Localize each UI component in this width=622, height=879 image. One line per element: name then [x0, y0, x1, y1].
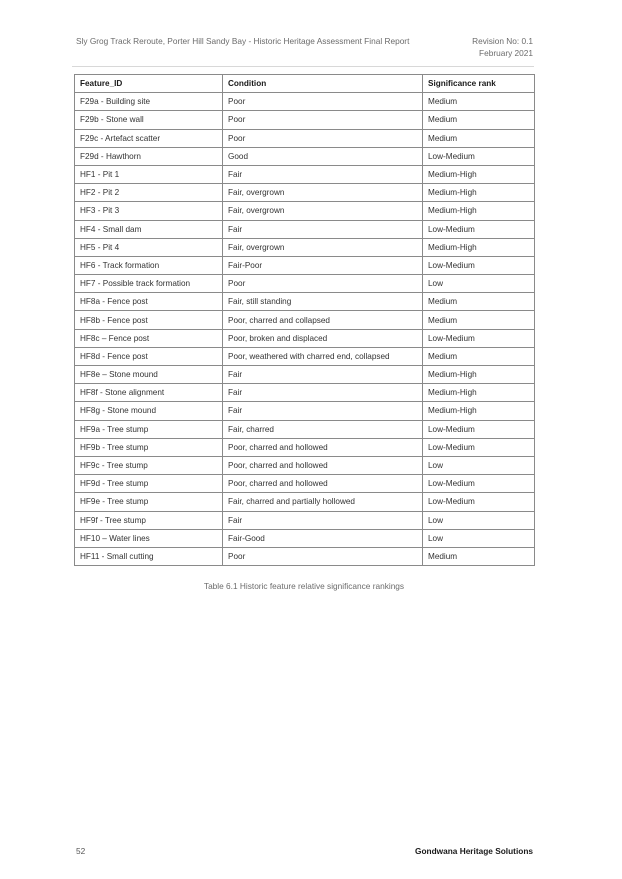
significance-cell: Medium [423, 111, 535, 129]
significance-cell: Medium-High [423, 165, 535, 183]
table-row [75, 238, 535, 256]
feature-id-cell: F29b - Stone wall [75, 111, 223, 129]
condition-cell: Fair, still standing [223, 293, 423, 311]
feature-id-cell: HF2 - Pit 2 [75, 184, 223, 202]
feature-id-cell: HF9c - Tree stump [75, 456, 223, 474]
condition-cell: Fair [223, 366, 423, 384]
company-name: Gondwana Heritage Solutions [414, 846, 533, 856]
table-row [75, 529, 535, 547]
table-row [75, 402, 535, 420]
condition-cell: Fair, charred and partially hollowed [223, 493, 423, 511]
table-row [75, 293, 535, 311]
significance-cell: Low-Medium [423, 147, 535, 165]
table-row [75, 366, 535, 384]
header-divider [72, 66, 534, 67]
feature-id-cell: HF4 - Small dam [75, 220, 223, 238]
condition-cell: Poor, charred and collapsed [223, 311, 423, 329]
table-row [75, 184, 535, 202]
table-row [75, 438, 535, 456]
significance-cell: Medium [423, 293, 535, 311]
condition-cell: Good [223, 147, 423, 165]
condition-cell: Fair, overgrown [223, 184, 423, 202]
column-header-significance: Significance rank [423, 75, 535, 93]
feature-id-cell: HF9e - Tree stump [75, 493, 223, 511]
significance-cell: Medium-High [423, 384, 535, 402]
significance-cell: Low-Medium [423, 256, 535, 274]
table-row [75, 256, 535, 274]
feature-id-cell: HF7 - Possible track formation [75, 275, 223, 293]
feature-id-cell: HF8e – Stone mound [75, 366, 223, 384]
condition-cell: Poor [223, 93, 423, 111]
condition-cell: Fair, overgrown [223, 238, 423, 256]
table-row [75, 202, 535, 220]
condition-cell: Fair [223, 220, 423, 238]
condition-cell: Fair [223, 384, 423, 402]
feature-id-cell: HF9b - Tree stump [75, 438, 223, 456]
table-row [75, 547, 535, 565]
feature-id-cell: HF8g - Stone mound [75, 402, 223, 420]
condition-cell: Poor [223, 111, 423, 129]
column-header-condition: Condition [223, 75, 423, 93]
significance-cell: Medium [423, 347, 535, 365]
feature-id-cell: HF10 – Water lines [75, 529, 223, 547]
significance-cell: Low-Medium [423, 420, 535, 438]
feature-id-cell: F29c - Artefact scatter [75, 129, 223, 147]
significance-cell: Medium-High [423, 202, 535, 220]
significance-cell: Low [423, 511, 535, 529]
table-body [75, 93, 535, 566]
page-number: 52 [76, 846, 86, 856]
table-row [75, 493, 535, 511]
condition-cell: Fair [223, 165, 423, 183]
feature-id-cell: HF3 - Pit 3 [75, 202, 223, 220]
condition-cell: Fair, charred [223, 420, 423, 438]
revision-number: Revision No: 0.1 [472, 36, 533, 46]
feature-id-cell: HF11 - Small cutting [75, 547, 223, 565]
significance-cell: Medium-High [423, 238, 535, 256]
feature-id-cell: HF9f - Tree stump [75, 511, 223, 529]
feature-id-cell: HF8b - Fence post [75, 311, 223, 329]
feature-id-cell: F29a - Building site [75, 93, 223, 111]
condition-cell: Fair-Good [223, 529, 423, 547]
table-row [75, 165, 535, 183]
revision-block [472, 36, 533, 59]
significance-cell: Medium [423, 129, 535, 147]
feature-id-cell: HF8a - Fence post [75, 293, 223, 311]
feature-id-cell: F29d - Hawthorn [75, 147, 223, 165]
significance-cell: Low [423, 275, 535, 293]
significance-cell: Low-Medium [423, 329, 535, 347]
table-row [75, 511, 535, 529]
condition-cell: Poor, charred and hollowed [223, 475, 423, 493]
significance-cell: Medium [423, 311, 535, 329]
table-row [75, 111, 535, 129]
significance-cell: Low-Medium [423, 220, 535, 238]
table-row [75, 147, 535, 165]
significance-cell: Low [423, 456, 535, 474]
table-row [75, 93, 535, 111]
significance-cell: Low-Medium [423, 438, 535, 456]
report-title: Sly Grog Track Reroute, Porter Hill Sandy Bay - Historic Heritage Assessment Final Report [76, 36, 410, 46]
condition-cell: Poor, weathered with charred end, collapsed [223, 347, 423, 365]
feature-id-cell: HF9a - Tree stump [75, 420, 223, 438]
significance-cell: Medium [423, 93, 535, 111]
condition-cell: Fair [223, 511, 423, 529]
table-row [75, 347, 535, 365]
feature-id-cell: HF8d - Fence post [75, 347, 223, 365]
significance-cell: Medium-High [423, 184, 535, 202]
feature-id-cell: HF9d - Tree stump [75, 475, 223, 493]
significance-cell: Low-Medium [423, 493, 535, 511]
table-row [75, 275, 535, 293]
condition-cell: Poor, charred and hollowed [223, 438, 423, 456]
feature-id-cell: HF8c – Fence post [75, 329, 223, 347]
significance-table [74, 74, 535, 566]
feature-id-cell: HF8f - Stone alignment [75, 384, 223, 402]
feature-id-cell: HF5 - Pit 4 [75, 238, 223, 256]
table-header-row [75, 75, 535, 93]
feature-id-cell: HF6 - Track formation [75, 256, 223, 274]
condition-cell: Poor [223, 129, 423, 147]
revision-date: February 2021 [479, 47, 533, 58]
feature-id-cell: HF1 - Pit 1 [75, 165, 223, 183]
table-row [75, 220, 535, 238]
column-header-feature-id: Feature_ID [75, 75, 223, 93]
table-caption: Table 6.1 Historic feature relative significance rankings [203, 581, 405, 591]
significance-cell: Low [423, 529, 535, 547]
table-row [75, 384, 535, 402]
condition-cell: Poor [223, 275, 423, 293]
table-row [75, 311, 535, 329]
significance-cell: Medium-High [423, 402, 535, 420]
table-row [75, 420, 535, 438]
table-row [75, 456, 535, 474]
condition-cell: Poor, charred and hollowed [223, 456, 423, 474]
condition-cell: Fair-Poor [223, 256, 423, 274]
table-row [75, 475, 535, 493]
table-row [75, 129, 535, 147]
condition-cell: Poor [223, 547, 423, 565]
condition-cell: Poor, broken and displaced [223, 329, 423, 347]
significance-cell: Medium [423, 547, 535, 565]
significance-cell: Medium-High [423, 366, 535, 384]
significance-cell: Low-Medium [423, 475, 535, 493]
table-row [75, 329, 535, 347]
condition-cell: Fair [223, 402, 423, 420]
condition-cell: Fair, overgrown [223, 202, 423, 220]
